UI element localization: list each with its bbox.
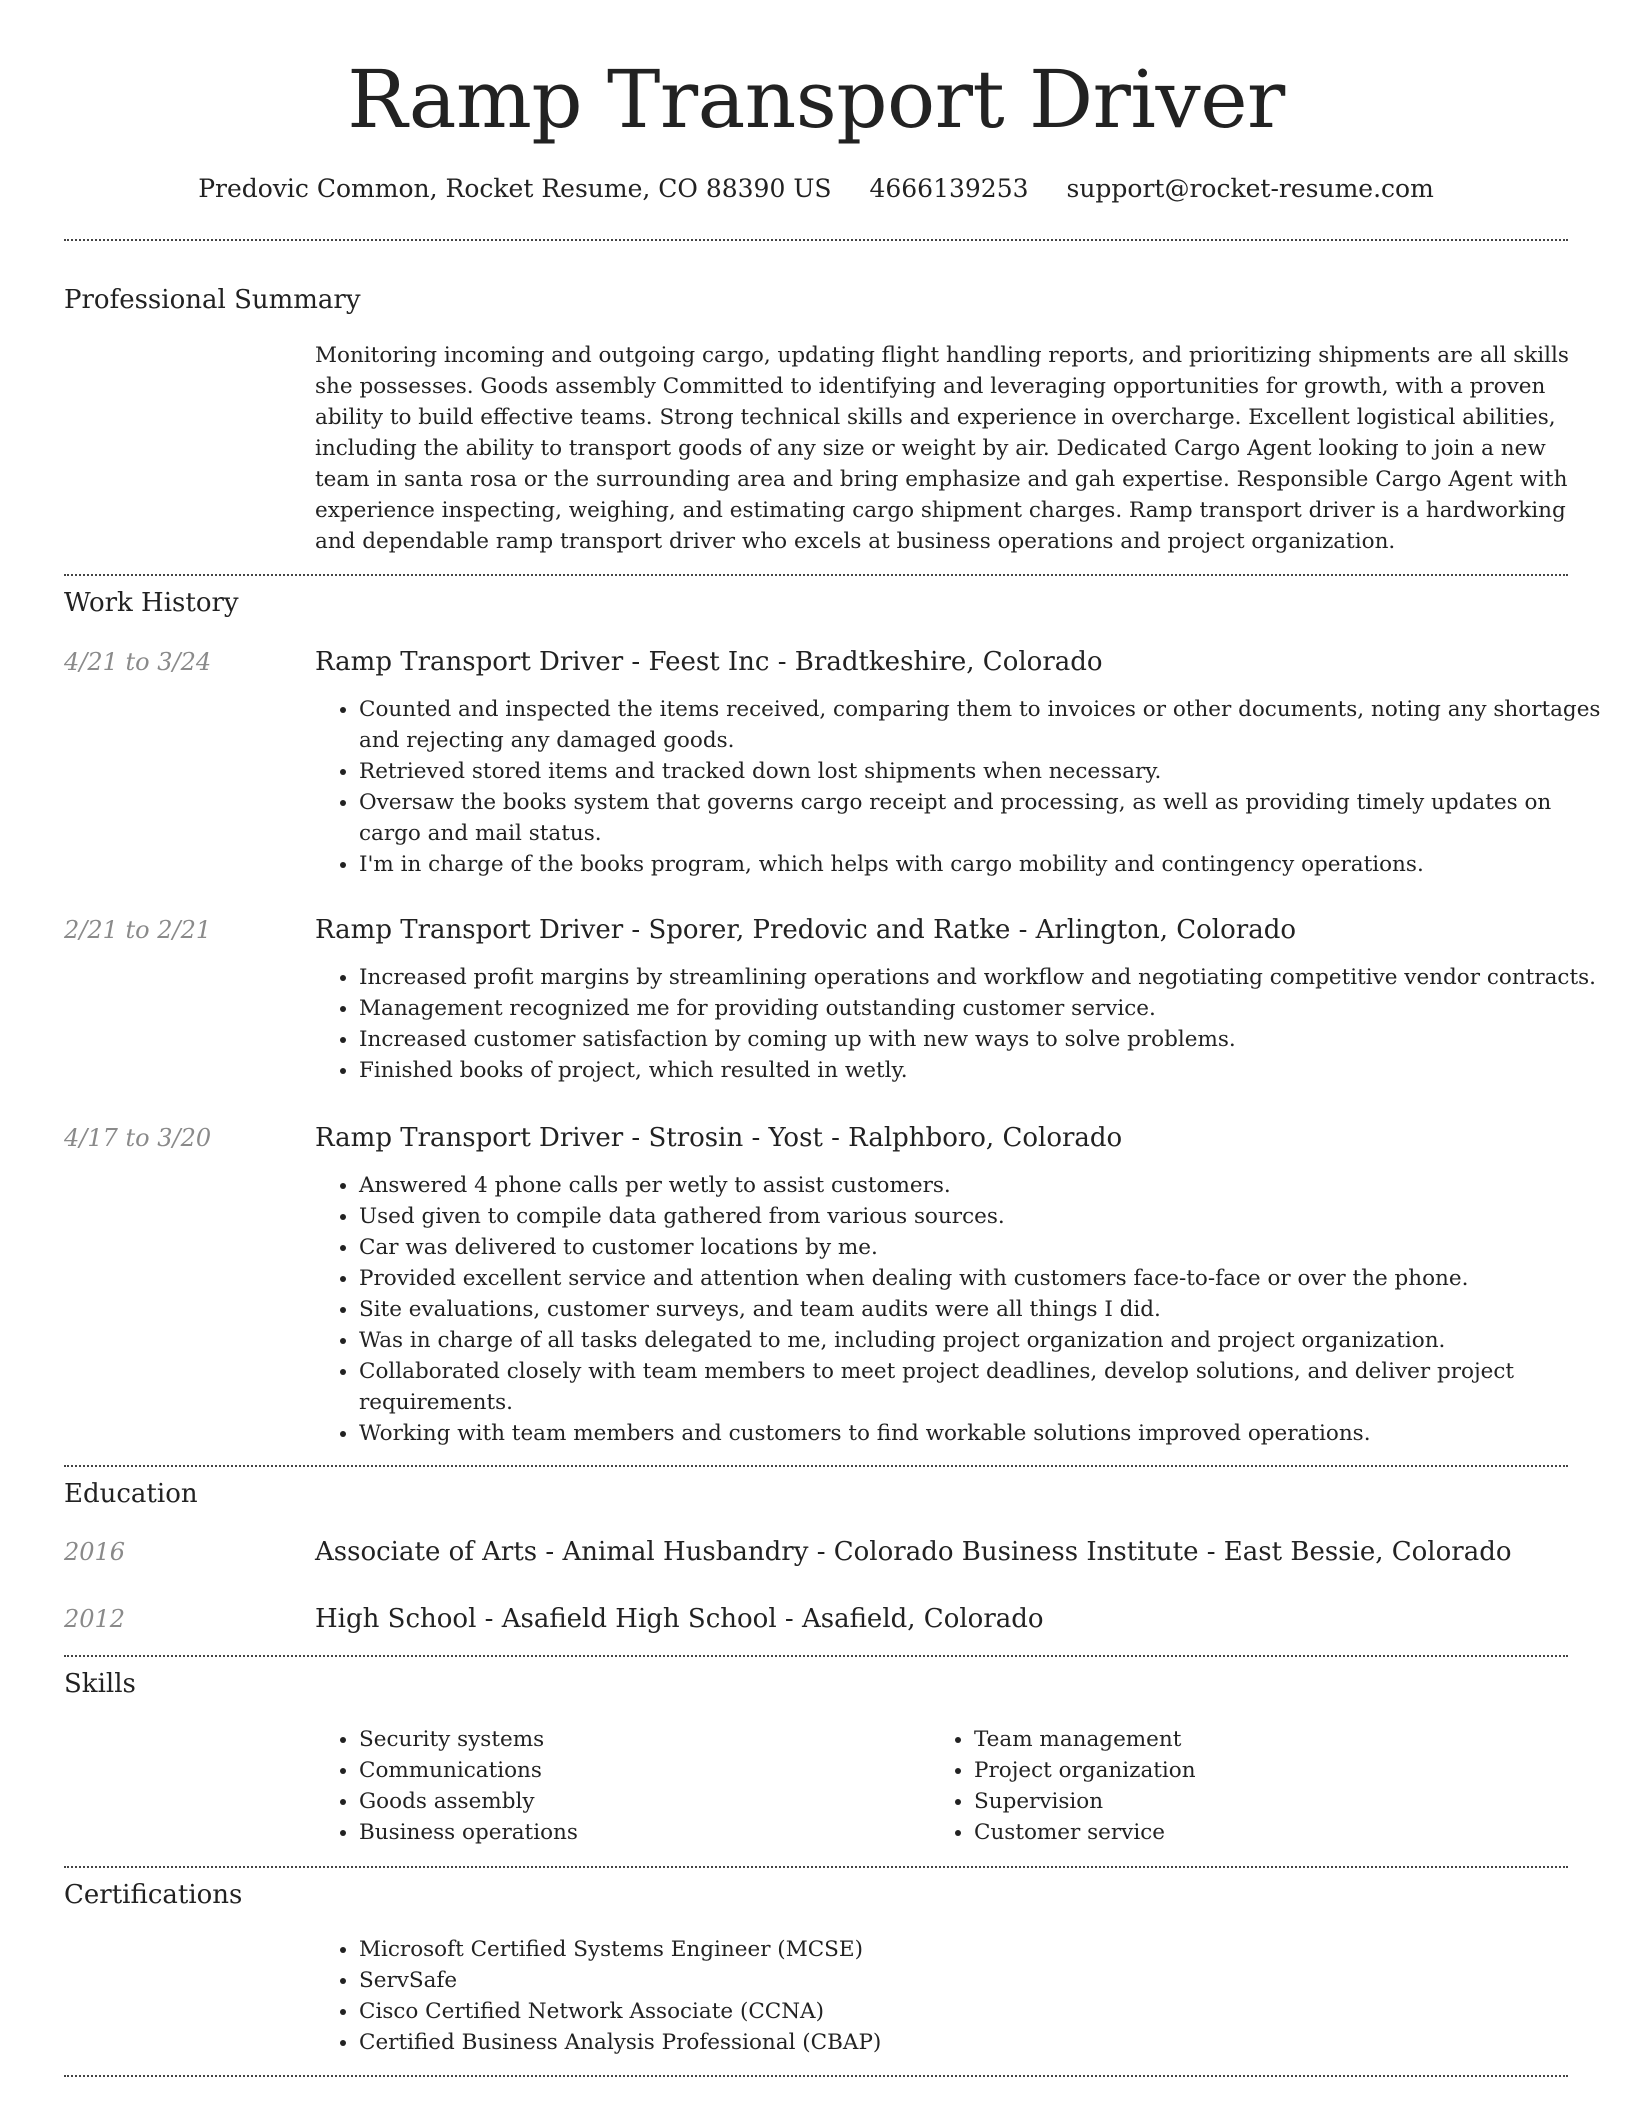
section-title-education: Education bbox=[64, 1479, 198, 1509]
job-title bbox=[315, 1121, 1122, 1155]
list-item: • Increased profit margins by streamlining operations and workflow and negotiating competitive vendor contracts. bbox=[359, 962, 1613, 993]
list-item: • Retrieved stored items and tracked down lost shipments when necessary. bbox=[359, 756, 1613, 787]
list-item: • Security systems bbox=[359, 1724, 919, 1755]
divider bbox=[64, 1465, 1568, 1467]
list-item: • Cisco Certified Network Associate (CCNA) bbox=[359, 1996, 1613, 2027]
job-details: - Strosin - Yost - Ralphboro, Colorado bbox=[623, 1123, 1123, 1153]
job-dates: 2/21 to 2/21 bbox=[64, 916, 212, 944]
job-role: Ramp Transport Driver bbox=[315, 1123, 624, 1153]
divider bbox=[64, 1866, 1568, 1868]
list-item: • Provided excellent service and attention when dealing with customers face-to-face or over the phone. bbox=[359, 1263, 1613, 1294]
section-title-skills: Skills bbox=[64, 1669, 136, 1699]
list-item: • Team management bbox=[974, 1724, 1574, 1755]
candidate-name: Ramp Transport Driver bbox=[347, 53, 1285, 146]
section-title-certifications: Certifications bbox=[64, 1880, 243, 1910]
email: support@rocket-resume.com bbox=[1066, 174, 1434, 203]
list-item: • Management recognized me for providing outstanding customer service. bbox=[359, 993, 1613, 1024]
list-item: • Answered 4 phone calls per wetly to assist customers. bbox=[359, 1170, 1613, 1201]
job-details: - Feest Inc - Bradtkeshire, Colorado bbox=[623, 647, 1103, 677]
list-item: • Site evaluations, customer surveys, and team audits were all things I did. bbox=[359, 1294, 1613, 1325]
job-title bbox=[315, 645, 1103, 679]
education-year: 2012 bbox=[64, 1605, 126, 1633]
list-item: • Increased customer satisfaction by coming up with new ways to solve problems. bbox=[359, 1024, 1613, 1055]
list-item: • Collaborated closely with team members to meet project deadlines, develop solutions, and deliver project requirements. bbox=[359, 1356, 1613, 1418]
list-item: • Microsoft Certified Systems Engineer (MCSE) bbox=[359, 1934, 1613, 1965]
address: Predovic Common, Rocket Resume, CO 88390 US bbox=[198, 174, 832, 203]
education-entry: Associate of Arts - Animal Husbandry - Colorado Business Institute - East Bessie, Colorado bbox=[315, 1537, 1512, 1567]
list-item: • Business operations bbox=[359, 1817, 919, 1848]
list-item: • ServSafe bbox=[359, 1965, 1613, 1996]
job-title bbox=[315, 913, 1296, 947]
contact-line bbox=[0, 172, 1632, 206]
list-item: • Working with team members and customers to find workable solutions improved operations. bbox=[359, 1418, 1613, 1449]
list-item: • Customer service bbox=[974, 1817, 1574, 1848]
list-item: • Car was delivered to customer locations by me. bbox=[359, 1232, 1613, 1263]
phone: 4666139253 bbox=[869, 174, 1029, 203]
job-details: - Sporer, Predovic and Ratke - Arlington, Colorado bbox=[623, 915, 1296, 945]
section-title-summary: Professional Summary bbox=[64, 285, 361, 315]
list-item: • Counted and inspected the items received, comparing them to invoices or other documents, noting any shortages and rejecting any damaged goods. bbox=[359, 694, 1613, 756]
list-item: • Goods assembly bbox=[359, 1786, 919, 1817]
list-item: • Used given to compile data gathered from various sources. bbox=[359, 1201, 1613, 1232]
list-item: • Supervision bbox=[974, 1786, 1574, 1817]
list-item: • Was in charge of all tasks delegated to me, including project organization and project organization. bbox=[359, 1325, 1613, 1356]
list-item: • I'm in charge of the books program, which helps with cargo mobility and contingency operations. bbox=[359, 849, 1613, 880]
job-role: Ramp Transport Driver bbox=[315, 647, 624, 677]
certifications-list bbox=[315, 1934, 1613, 2058]
job-dates: 4/17 to 3/20 bbox=[64, 1124, 212, 1152]
summary-text: Monitoring incoming and outgoing cargo, updating flight handling reports, and prioritizing shipments are all skills she possesses. Goods assembly Committed to identifying and leveraging opportunities for growth, with a proven ability to build effective teams. Strong technical skills and experience in overcharge. Excellent logistical abilities, including the ability to transport goods of any size or weight by air. Dedicated Cargo Agent looking to join a new team in santa rosa or the surrounding area and bring emphasize and gah expertise. Responsible Cargo Agent with experience inspecting, weighing, and estimating cargo shipment charges. Ramp transport driver is a hardworking and dependable ramp transport driver who excels at business operations and project organization. bbox=[315, 343, 1569, 554]
education-entry: High School - Asafield High School - Asafield, Colorado bbox=[315, 1604, 1044, 1634]
section-title-work-history: Work History bbox=[64, 588, 239, 618]
skills-list-left bbox=[315, 1724, 919, 1848]
job-bullets bbox=[315, 1170, 1613, 1449]
education-year: 2016 bbox=[64, 1538, 126, 1566]
job-dates: 4/21 to 3/24 bbox=[64, 648, 212, 676]
divider bbox=[64, 2075, 1568, 2077]
list-item: • Communications bbox=[359, 1755, 919, 1786]
list-item: • Finished books of project, which resulted in wetly. bbox=[359, 1055, 1613, 1086]
job-role: Ramp Transport Driver bbox=[315, 915, 624, 945]
divider bbox=[64, 1655, 1568, 1657]
list-item: • Oversaw the books system that governs cargo receipt and processing, as well as providing timely updates on cargo and mail status. bbox=[359, 787, 1613, 849]
skills-list-right bbox=[930, 1724, 1574, 1848]
job-bullets bbox=[315, 962, 1613, 1086]
list-item: • Certified Business Analysis Professional (CBAP) bbox=[359, 2027, 1613, 2058]
list-item: • Project organization bbox=[974, 1755, 1574, 1786]
divider bbox=[64, 239, 1568, 241]
divider bbox=[64, 574, 1568, 576]
job-bullets bbox=[315, 694, 1613, 880]
